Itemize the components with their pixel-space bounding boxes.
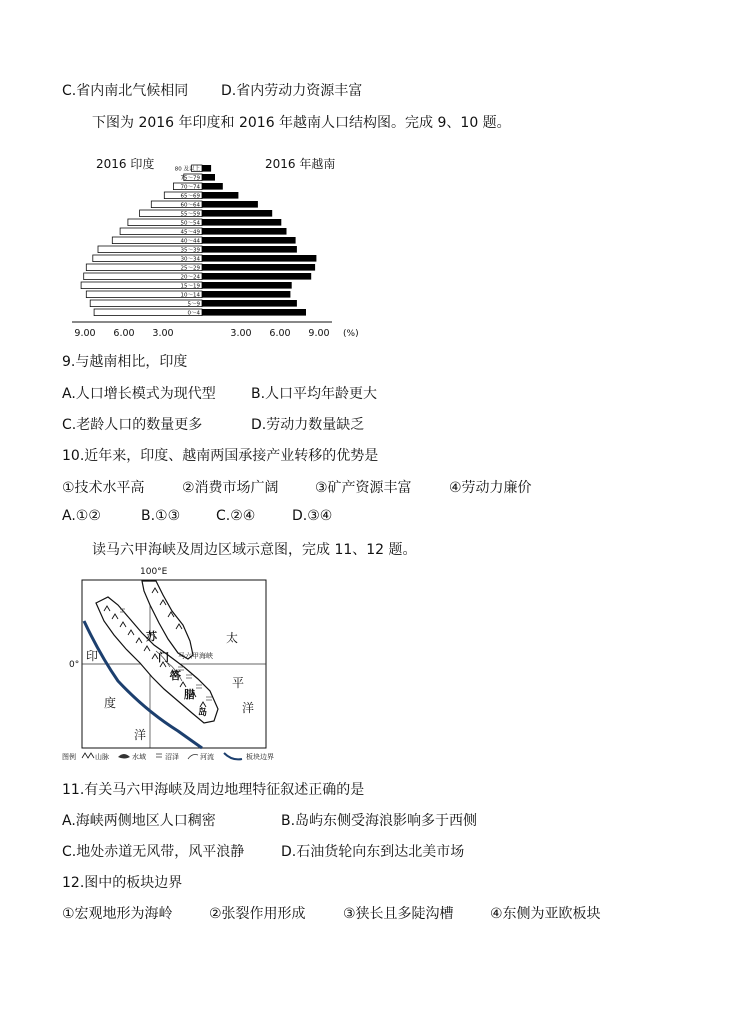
vietnam-bar — [202, 201, 258, 208]
age-group-label: 40～44 — [180, 238, 200, 245]
unit-label: (%) — [343, 329, 359, 339]
q10-option-d: D.③④ — [292, 508, 333, 524]
q10-statement-1: ①技术水平高 — [62, 480, 145, 496]
q10-statement-3: ③矿产资源丰富 — [315, 480, 412, 496]
q12-stem: 12.图中的板块边界 — [62, 875, 183, 891]
age-group-label: 50～54 — [180, 220, 200, 227]
age-group-label: 80 及以上 — [174, 166, 200, 173]
q10-statement-4: ④劳动力廉价 — [449, 480, 532, 496]
q10-option-a: A.①② — [62, 508, 101, 524]
age-group-label: 5～9 — [187, 301, 200, 308]
vietnam-bar — [202, 282, 292, 289]
pacific-label-3: 洋 — [242, 701, 255, 715]
vietnam-bar — [202, 264, 315, 271]
sumatra-label-1: 苏 — [146, 630, 157, 643]
india-bar — [90, 300, 202, 307]
vietnam-bar — [202, 219, 281, 226]
legend-plate: 板块边界 — [246, 753, 274, 761]
swamp-legend-icon — [156, 754, 162, 757]
q11-option-d: D.石油货轮向东到达北美市场 — [281, 844, 465, 860]
age-group-label: 70～74 — [180, 184, 200, 191]
x-tick-label: 3.00 — [230, 328, 252, 339]
q8-option-c: C.省内南北气候相同 — [62, 83, 189, 99]
legend-river: 河流 — [200, 753, 214, 761]
vietnam-title: 2016 年越南 — [265, 157, 336, 171]
legend-water: 水域 — [132, 753, 146, 761]
q9-stem: 9.与越南相比，印度 — [62, 354, 188, 370]
x-tick-label: 9.00 — [74, 328, 96, 339]
vietnam-bar — [202, 291, 290, 298]
vietnam-bar — [202, 255, 316, 262]
india-bar — [94, 309, 202, 316]
age-group-label: 25～29 — [180, 265, 200, 272]
sumatra-label-3: 答 — [170, 669, 181, 682]
age-group-label: 60～64 — [180, 202, 200, 209]
q11-stem: 11.有关马六甲海峡及周边地理特征叙述正确的是 — [62, 782, 365, 798]
q10-statement-2: ②消费市场广阔 — [182, 480, 279, 496]
malacca-strait-map — [60, 563, 305, 765]
age-group-label: 15～19 — [180, 283, 200, 290]
q11-option-b: B.岛屿东侧受海浪影响多于西侧 — [281, 813, 478, 829]
x-tick-label: 6.00 — [269, 328, 291, 339]
indian-label-2: 度 — [104, 696, 117, 710]
longitude-label: 100°E — [140, 567, 168, 577]
q10-option-c: C.②④ — [216, 508, 256, 524]
sumatra-label-2: 门 — [158, 651, 169, 664]
q10-option-b: B.①③ — [141, 508, 181, 524]
vietnam-bar — [202, 165, 211, 172]
q12-statement-2: ②张裂作用形成 — [209, 906, 306, 922]
latitude-label: 0° — [69, 660, 80, 670]
sumatra-label-5: 岛 — [198, 708, 208, 718]
indian-label-3: 洋 — [134, 728, 147, 742]
x-tick-label: 3.00 — [152, 328, 174, 339]
age-group-label: 65～69 — [180, 193, 200, 200]
q10-stem: 10.近年来，印度、越南两国承接产业转移的优势是 — [62, 448, 379, 464]
vietnam-bar — [202, 192, 238, 199]
vietnam-bar — [202, 183, 223, 190]
age-group-label: 55～59 — [180, 211, 200, 218]
river-legend-icon — [188, 755, 198, 760]
legend-title: 图例 — [62, 753, 76, 761]
water-legend-icon — [118, 754, 130, 759]
plate-legend-icon — [224, 753, 242, 759]
age-group-label: 10～14 — [180, 292, 200, 299]
age-group-label: 75～79 — [180, 175, 200, 182]
age-group-label: 0～4 — [187, 310, 200, 317]
vietnam-bar — [202, 174, 215, 181]
vietnam-bar — [202, 228, 287, 235]
sumatra-label-4: 腊 — [184, 688, 195, 701]
vietnam-bar — [202, 237, 296, 244]
q11-option-a: A.海峡两侧地区人口稠密 — [62, 813, 216, 829]
vietnam-bar — [202, 309, 306, 316]
legend-mountain: 山脉 — [95, 753, 109, 761]
pyramid-intro: 下图为 2016 年印度和 2016 年越南人口结构图。完成 9、10 题。 — [92, 115, 511, 131]
vietnam-bar — [202, 273, 311, 280]
vietnam-bar — [202, 300, 297, 307]
population-pyramid-chart — [60, 138, 380, 343]
q9-option-c: C.老龄人口的数量更多 — [62, 417, 203, 433]
vietnam-bar — [202, 246, 297, 253]
pyramid-bars — [81, 165, 316, 317]
x-tick-label: 6.00 — [113, 328, 135, 339]
q8-option-d: D.省内劳动力资源丰富 — [221, 83, 363, 99]
map-legend — [62, 752, 274, 761]
vietnam-bar — [202, 210, 272, 217]
pacific-label-1: 太 — [226, 631, 239, 645]
age-group-label: 45～49 — [180, 229, 200, 236]
pacific-label-2: 平 — [232, 676, 245, 690]
x-ticks — [74, 328, 329, 339]
age-group-label: 20～24 — [180, 274, 200, 281]
age-group-label: 35～39 — [180, 247, 200, 254]
x-tick-label: 9.00 — [308, 328, 330, 339]
india-title: 2016 印度 — [96, 157, 155, 171]
q12-statement-4: ④东侧为亚欧板块 — [490, 906, 601, 922]
strait-label: 马六甲海峡 — [178, 652, 213, 660]
age-group-label: 30～34 — [180, 256, 200, 263]
q12-statement-1: ①宏观地形为海岭 — [62, 906, 173, 922]
q9-option-d: D.劳动力数量缺乏 — [251, 417, 365, 433]
map-intro: 读马六甲海峡及周边区域示意图，完成 11、12 题。 — [92, 542, 417, 558]
legend-swamp: 沼泽 — [165, 753, 179, 761]
q9-option-a: A.人口增长模式为现代型 — [62, 386, 216, 402]
q12-statement-3: ③狭长且多陡沟槽 — [343, 906, 454, 922]
mountain-legend-icon — [82, 753, 94, 758]
q11-option-c: C.地处赤道无风带，风平浪静 — [62, 844, 245, 860]
indian-label-1: 印 — [86, 649, 99, 663]
q9-option-b: B.人口平均年龄更大 — [251, 386, 378, 402]
